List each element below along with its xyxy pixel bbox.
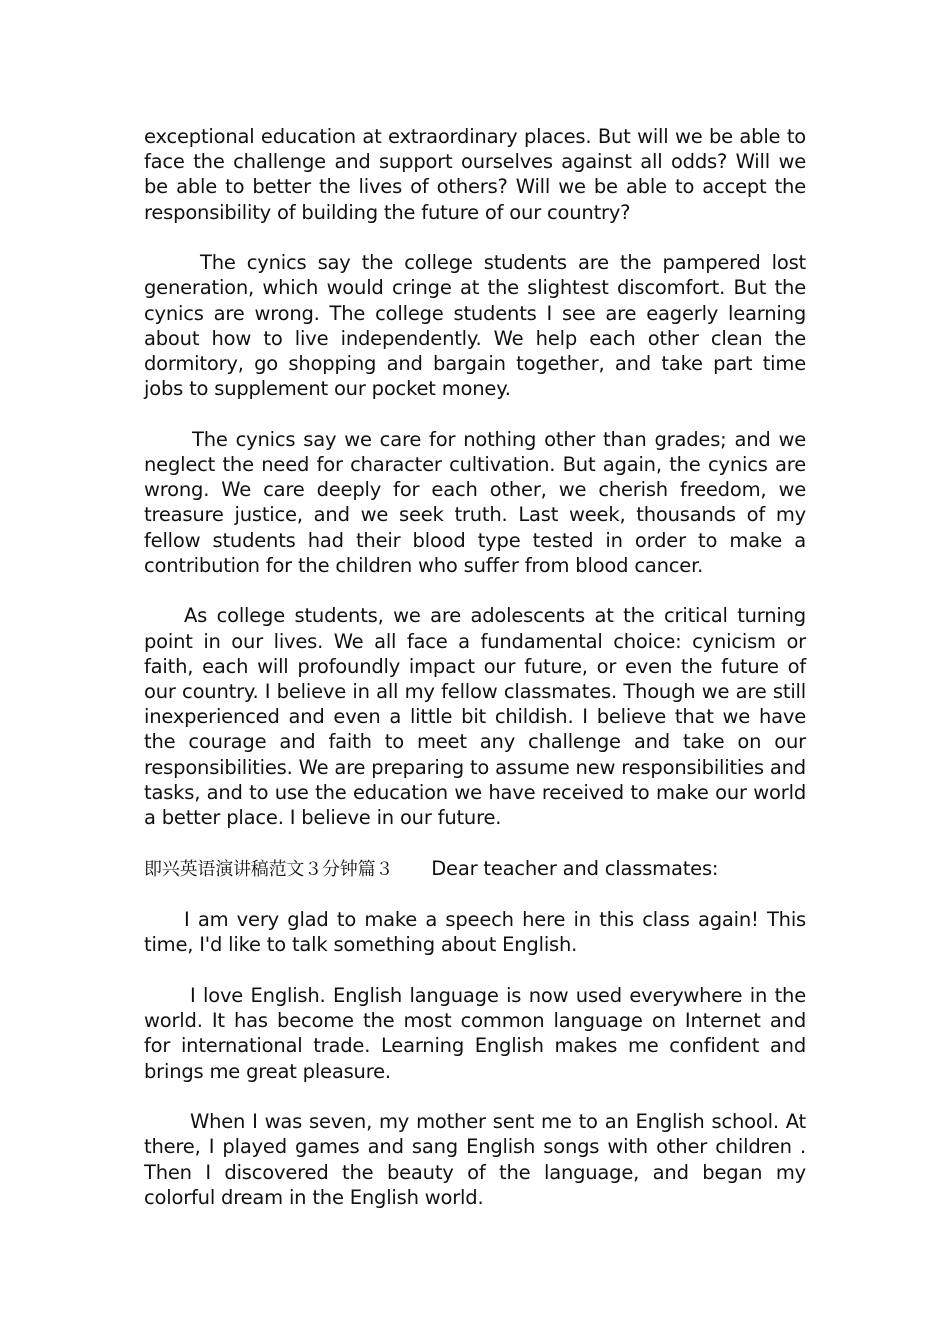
section-heading: 即兴英语演讲稿范文３分钟篇３ (144, 858, 394, 880)
paragraph-turning-point: As college students, we are adolescents at the critical turning point in our lives. We all face a fundamental choice: cynicism or faith, each will profoundly impact our future, or even the future of our country. I believe in all my fellow classmates. Though we are still inexperienced and even a little bit childish. I believe that we have the courage and faith to meet any challenge and take on our responsibilities. We are preparing to assume new responsibilities and tasks, and to use the education we have received to make our world a better place. I believe in our future. (144, 604, 806, 830)
paragraph-education: exceptional education at extraordinary places. But will we be able to face the challenge and support ourselves against all odds? Will we be able to better the lives of others? Will we be able to accept the responsibility of building the future of our country? (144, 125, 806, 224)
document-page (144, 124, 806, 1235)
paragraph-english-school: When I was seven, my mother sent me to an English school. At there, I played games and sang English songs with other children . Then I discovered the beauty of the language, and began my colorful dream in the English world. (144, 1110, 806, 1209)
paragraph-glad-speech: I am very glad to make a speech here in this class again! This time, I'd like to talk something about English. (144, 908, 806, 957)
salutation: Dear teacher and classmates: (431, 856, 719, 880)
paragraph-cynics-grades: The cynics say we care for nothing other than grades; and we neglect the need for character cultivation. But again, the cynics are wrong. We care deeply for each other, we cherish freedom, we treasure justice, and we seek truth. Last week, thousands of my fellow students had their blood type tested in order to make a contribution for the children who suffer from blood cancer. (144, 427, 806, 577)
section-heading-line (144, 856, 806, 882)
paragraph-love-english: I love English. English language is now used everywhere in the world. It has become the most common language on Internet and for international trade. Learning English makes me confident and brings me great pleasure. (144, 984, 806, 1083)
paragraph-cynics-lost-generation: The cynics say the college students are the pampered lost generation, which would cringe at the slightest discomfort. But the cynics are wrong. The college students I see are eagerly learning about how to live independently. We help each other clean the dormitory, go shopping and bargain together, and take part time jobs to supplement our pocket money. (144, 251, 806, 401)
